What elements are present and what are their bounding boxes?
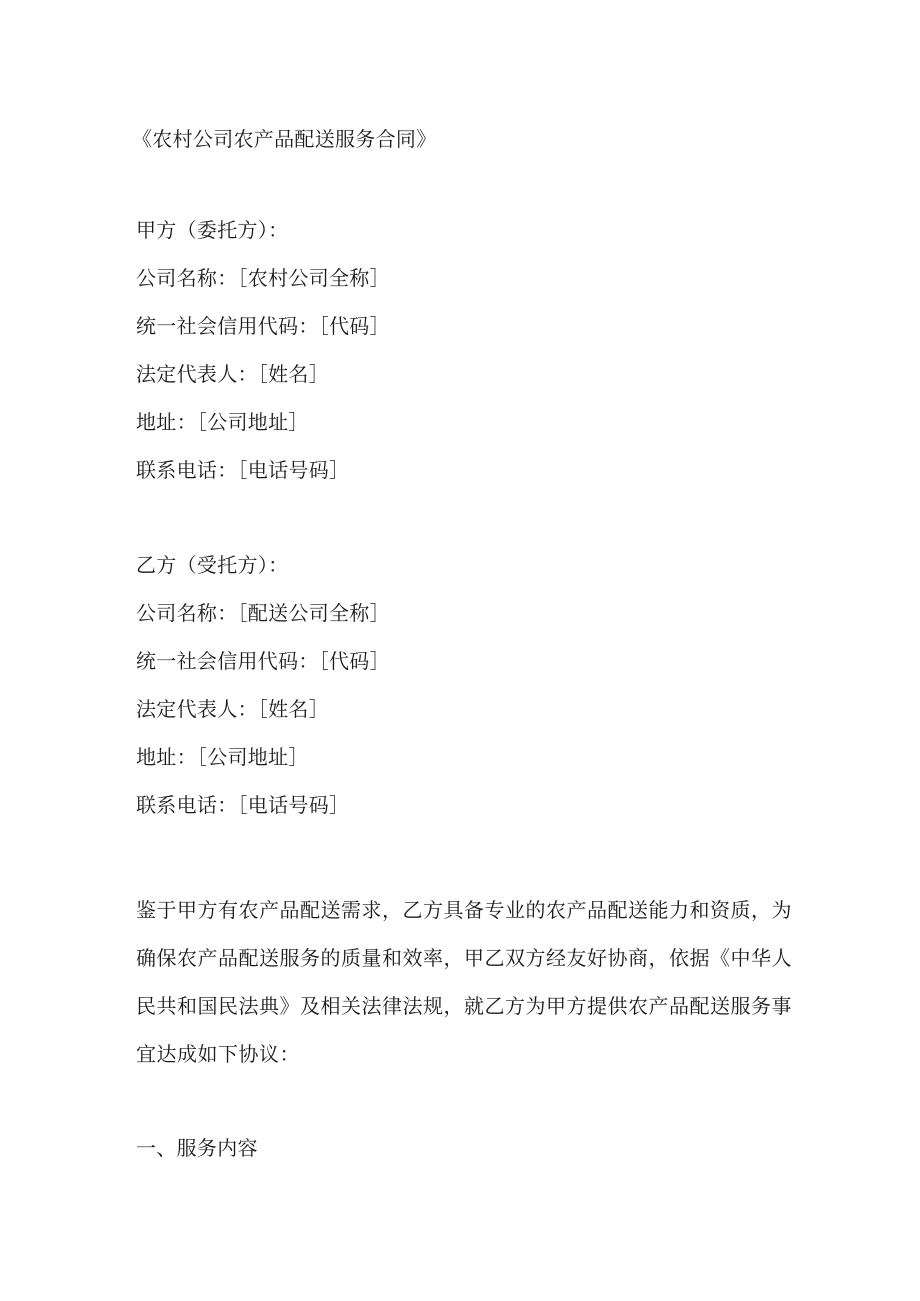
preamble-line: 民共和国民法典》及相关法律法规，就乙方为甲方提供农产品配送服务事 [136,994,792,1018]
party-b-legal-rep: 法定代表人：［姓名］ [136,697,329,721]
party-b-address: 地址：［公司地址］ [136,745,309,769]
preamble-line: 鉴于甲方有农产品配送需求，乙方具备专业的农产品配送能力和资质，为 [136,898,792,922]
section-heading-service-content: 一、服务内容 [136,1136,258,1160]
party-a-legal-rep: 法定代表人：［姓名］ [136,362,329,386]
party-a-company-name: 公司名称：［农村公司全称］ [136,266,390,290]
party-b-company-name: 公司名称：［配送公司全称］ [136,601,390,625]
party-b-credit-code: 统一社会信用代码：［代码］ [136,649,390,673]
party-b-phone: 联系电话：［电话号码］ [136,793,350,817]
party-a-heading: 甲方（委托方）： [136,218,289,242]
preamble-line: 确保农产品配送服务的质量和效率，甲乙双方经友好协商，依据《中华人 [136,946,792,970]
preamble-line: 宜达成如下协议： [136,1042,300,1066]
party-b-heading: 乙方（受托方）： [136,553,289,577]
party-a-phone: 联系电话：［电话号码］ [136,458,350,482]
party-a-credit-code: 统一社会信用代码：［代码］ [136,314,390,338]
contract-title: 《农村公司农产品配送服务合同》 [132,127,437,151]
preamble-paragraph [136,886,792,1078]
party-a-address: 地址：［公司地址］ [136,410,309,434]
